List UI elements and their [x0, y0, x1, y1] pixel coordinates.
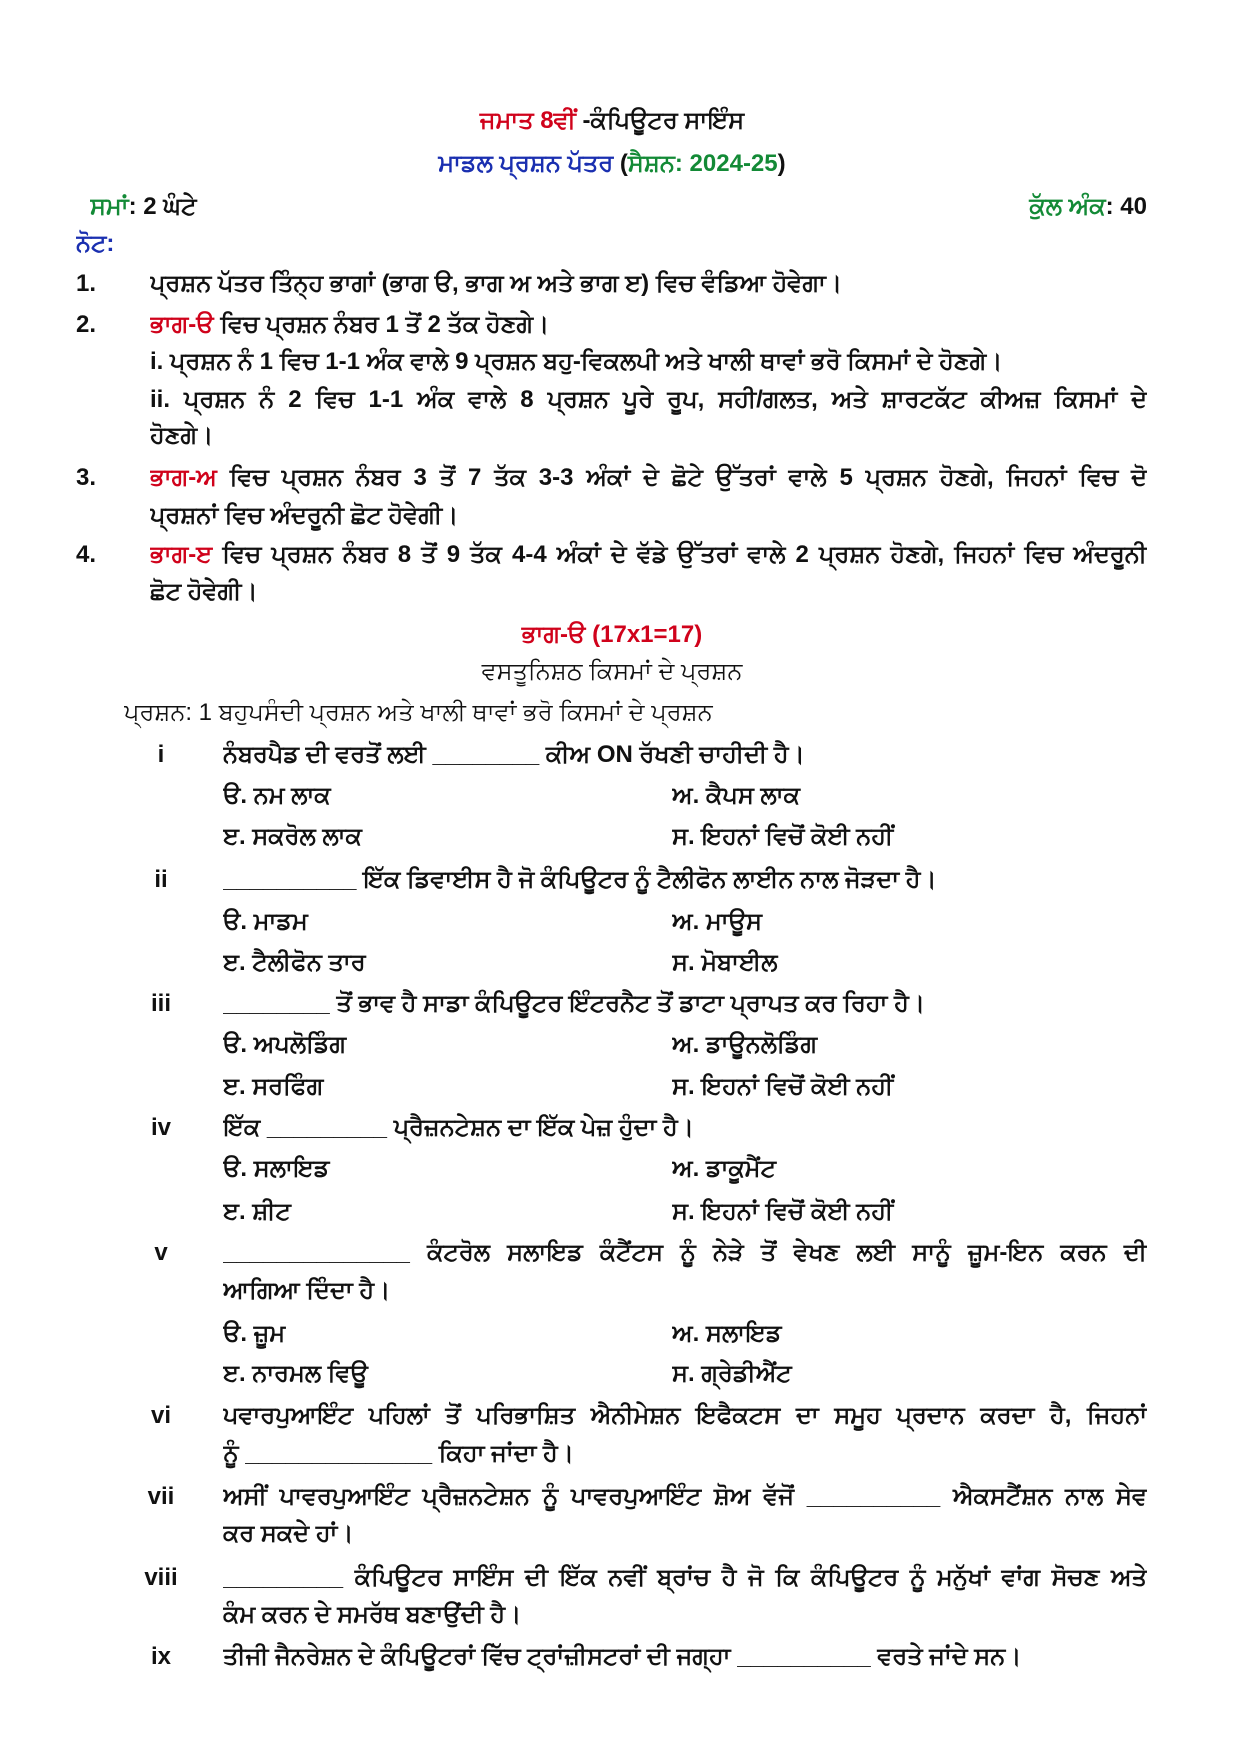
option-a: ੳ. ਅਪਲੋਡਿੰਗ [223, 1031, 347, 1058]
note-subitem: i. ਪ੍ਰਸ਼ਨ ਨੰ 1 ਵਿਚ 1-1 ਅੰਕ ਵਾਲੇ 9 ਪ੍ਰਸ਼ਨ ਬਹੁ-ਵਿਕਲਪੀ ਅਤੇ ਖਾਲੀ ਥਾਵਾਂ ਭਰੋ ਕਿਸਮਾਂ ਦੇ ਹੋਣਗੇ। [150, 348, 1003, 375]
option-d: ਸ. ਮੋਬਾਈਲ [672, 949, 778, 976]
section-tag: ਭਾਗ-ੲ [150, 541, 213, 568]
note-subitem-continued: ਹੋਣਗੇ। [150, 422, 214, 449]
question-text: ________ ਤੋਂ ਭਾਵ ਹੈ ਸਾਡਾ ਕੰਪਿਊਟਰ ਇੰਟਰਨੈਟ ਤੋਂ ਡਾਟਾ ਪ੍ਰਾਪਤ ਕਰ ਰਿਹਾ ਹੈ। [223, 990, 926, 1017]
option-d: ਸ. ਇਹਨਾਂ ਵਿਚੋਂ ਕੋਈ ਨਹੀਂ [672, 1198, 894, 1225]
question-text: ਨੰਬਰਪੈਡ ਦੀ ਵਰਤੋਂ ਲਈ ________ ਕੀਅ ON ਰੱਖਣੀ ਚਾਹੀਦੀ ਹੈ। [223, 741, 805, 768]
option-b: ਅ. ਸਲਾਇਡ [672, 1320, 782, 1347]
question-text: __________ ਇੱਕ ਡਿਵਾਈਸ ਹੈ ਜੋ ਕੰਪਿਊਟਰ ਨੂੰ ਟੈਲੀਫੋਨ ਲਾਈਨ ਨਾਲ ਜੋੜਦਾ ਹੈ। [223, 866, 937, 893]
option-a: ੳ. ਮਾਡਮ [223, 908, 308, 935]
option-b: ਅ. ਡਾਊਨਲੋਡਿੰਗ [672, 1031, 818, 1058]
question-text-continued: ਆਗਿਆ ਦਿੰਦਾ ਹੈ। [223, 1277, 391, 1304]
note-text [150, 306, 1147, 344]
question-number: vi [150, 1402, 171, 1429]
question-text: ਪਵਾਰਪੁਆਇੰਟ ਪਹਿਲਾਂ ਤੋਂ ਪਰਿਭਾਸ਼ਿਤ ਐਨੀਮੇਸ਼ਨ ਇਫੈਕਟਸ ਦਾ ਸਮੂਹ ਪ੍ਰਦਾਨ ਕਰਦਾ ਹੈ, ਜਿਹਨਾਂ [223, 1402, 1147, 1429]
time-label: ਸਮਾਂ [90, 193, 129, 220]
option-a: ੳ. ਜ਼ੂਮ [223, 1320, 286, 1347]
session-label: ਸੈਸ਼ਨ: 2024-25 [627, 150, 778, 177]
note-text-continued: ਪ੍ਰਸ਼ਨਾਂ ਵਿਚ ਅੰਦਰੂਨੀ ਛੋਟ ਹੋਵੇਗੀ। [150, 502, 459, 529]
option-c: ੲ. ਨਾਰਮਲ ਵਿਊ [223, 1360, 368, 1387]
note-text [150, 536, 1147, 574]
question-text-continued: ਨੂੰ ______________ ਕਿਹਾ ਜਾਂਦਾ ਹੈ। [223, 1440, 574, 1467]
paren-close: ) [777, 150, 786, 177]
paper-title: ਮਾਡਲ ਪ੍ਰਸ਼ਨ ਪੱਤਰ [438, 150, 614, 177]
option-c: ੲ. ਸ਼ੀਟ [223, 1198, 291, 1225]
note-text-body: ਵਿਚ ਪ੍ਰਸ਼ਨ ਨੰਬਰ 1 ਤੋਂ 2 ਤੱਕ ਹੋਣਗੇ। [213, 311, 550, 338]
option-d: ਸ. ਇਹਨਾਂ ਵਿਚੋਂ ਕੋਈ ਨਹੀਂ [672, 823, 894, 850]
option-b: ਅ. ਕੈਪਸ ਲਾਕ [672, 782, 800, 809]
question-text: ਤੀਜੀ ਜੈਨਰੇਸ਼ਨ ਦੇ ਕੰਪਿਊਟਰਾਂ ਵਿੱਚ ਟ੍ਰਾਂਜ਼ੀਸਟਰਾਂ ਦੀ ਜਗ੍ਹਾ __________ ਵਰਤੇ ਜਾਂਦੇ ਸਨ। [223, 1643, 1022, 1670]
note-text-body: ਵਿਚ ਪ੍ਰਸ਼ਨ ਨੰਬਰ 8 ਤੋਂ 9 ਤੱਕ 4-4 ਅੰਕਾਂ ਦੇ ਵੱਡੇ ਉੱਤਰਾਂ ਵਾਲੇ 2 ਪ੍ਰਸ਼ਨ ਹੋਣਗੇ, ਜਿਹਨਾਂ ਵਿਚ ਅੰਦਰੂਨੀ [212, 541, 1147, 568]
question-heading: ਪ੍ਰਸ਼ਨ: 1 ਬਹੁਪਸੰਦੀ ਪ੍ਰਸ਼ਨ ਅਤੇ ਖਾਲੀ ਥਾਵਾਂ ਭਰੋ ਕਿਸਮਾਂ ਦੇ ਪ੍ਰਸ਼ਨ [124, 699, 713, 726]
note-text-body: ਵਿਚ ਪ੍ਰਸ਼ਨ ਨੰਬਰ 3 ਤੋਂ 7 ਤੱਕ 3-3 ਅੰਕਾਂ ਦੇ ਛੋਟੇ ਉੱਤਰਾਂ ਵਾਲੇ 5 ਪ੍ਰਸ਼ਨ ਹੋਣਗੇ, ਜਿਹਨਾਂ ਵਿਚ ਦੋ [216, 464, 1147, 491]
question-number: v [154, 1239, 168, 1266]
option-c: ੲ. ਸਰਫਿੰਗ [223, 1073, 324, 1100]
option-d: ਸ. ਇਹਨਾਂ ਵਿਚੋਂ ਕੋਈ ਨਹੀਂ [672, 1073, 894, 1100]
question-number: vii [147, 1483, 175, 1510]
time-allowed [90, 188, 197, 226]
note-text [150, 459, 1147, 497]
marks-label: ਕੁੱਲ ਅੰਕ [1029, 193, 1106, 220]
note-text-continued: ਛੋਟ ਹੋਵੇਗੀ। [150, 578, 258, 605]
question-number: iv [150, 1114, 171, 1141]
note-subitem: ii. ਪ੍ਰਸ਼ਨ ਨੰ 2 ਵਿਚ 1-1 ਅੰਕ ਵਾਲੇ 8 ਪ੍ਰਸ਼ਨ ਪੂਰੇ ਰੂਪ, ਸਹੀ/ਗਲਤ, ਅਤੇ ਸ਼ਾਰਟਕੱਟ ਕੀਅਜ਼ ਕਿਸਮਾਂ ਦੇ [150, 386, 1147, 413]
option-c: ੲ. ਸਕਰੋਲ ਲਾਕ [223, 823, 362, 850]
time-marks-line [90, 188, 1147, 226]
subject-name: -ਕੰਪਿਊਟਰ ਸਾਇੰਸ [575, 107, 745, 134]
question-text-continued: ਕੰਮ ਕਰਨ ਦੇ ਸਮਰੱਥ ਬਣਾਉਂਦੀ ਹੈ। [223, 1601, 522, 1628]
section-tag: ਭਾਗ-ਅ [150, 464, 217, 491]
question-number: ii [154, 866, 168, 893]
question-text: ਅਸੀਂ ਪਾਵਰਪੁਆਇੰਟ ਪ੍ਰੈਜ਼ਨਟੇਸ਼ਨ ਨੂੰ ਪਾਵਰਪੁਆਇੰਟ ਸ਼ੋਅ ਵੱਜੋਂ __________ ਐਕਸਟੈਂਸ਼ਨ ਨਾਲ ਸੇਵ [223, 1483, 1147, 1510]
section-title: ਭਾਗ-ੳ (17x1=17) [521, 621, 703, 648]
question-text: _________ ਕੰਪਿਊਟਰ ਸਾਇੰਸ ਦੀ ਇੱਕ ਨਵੀਂ ਬ੍ਰਾਂਚ ਹੈ ਜੋ ਕਿ ਕੰਪਿਊਟਰ ਨੂੰ ਮਨੁੱਖਾਂ ਵਾਂਗ ਸੋਚਣ ਅਤੇ [223, 1564, 1147, 1591]
option-b: ਅ. ਮਾਊਸ [672, 908, 762, 935]
note-number: 1. [76, 270, 97, 297]
option-d: ਸ. ਗ੍ਰੇਡੀਐਂਟ [672, 1360, 792, 1387]
section-subtitle: ਵਸਤੂਨਿਸ਼ਠ ਕਿਸਮਾਂ ਦੇ ਪ੍ਰਸ਼ਨ [481, 658, 743, 685]
paren-open: ( [613, 150, 628, 177]
option-a: ੳ. ਨਮ ਲਾਕ [223, 782, 331, 809]
title-line [76, 102, 1148, 140]
marks-value: : 40 [1105, 193, 1147, 220]
question-text-continued: ਕਰ ਸਕਦੇ ਹਾਂ। [223, 1520, 354, 1547]
option-b: ਅ. ਡਾਕੂਮੈਂਟ [672, 1155, 776, 1182]
option-a: ੳ. ਸਲਾਇਡ [223, 1155, 330, 1182]
question-number: i [157, 741, 165, 768]
question-text: ______________ ਕੰਟਰੋਲ ਸਲਾਇਡ ਕੰਟੈਂਟਸ ਨੂੰ ਨੇੜੇ ਤੋਂ ਵੇਖਣ ਲਈ ਸਾਨੂੰ ਜ਼ੂਮ-ਇਨ ਕਰਨ ਦੀ [223, 1239, 1147, 1266]
question-text: ਇੱਕ _________ ਪ੍ਰੈਜ਼ਨਟੇਸ਼ਨ ਦਾ ਇੱਕ ਪੇਜ਼ ਹੁੰਦਾ ਹੈ। [223, 1114, 694, 1141]
question-number: iii [150, 990, 171, 1017]
note-text: ਪ੍ਰਸ਼ਨ ਪੱਤਰ ਤਿੰਨ੍ਹ ਭਾਗਾਂ (ਭਾਗ ੳ, ਭਾਗ ਅ ਅਤੇ ਭਾਗ ੲ) ਵਿਚ ਵੰਡਿਆ ਹੋਵੇਗਾ। [150, 270, 843, 297]
question-number: viii [144, 1564, 178, 1591]
note-number: 2. [76, 311, 97, 338]
time-value: : 2 ਘੰਟੇ [128, 193, 197, 220]
note-number: 3. [76, 464, 97, 491]
notes-heading: ਨੋਟ: [76, 230, 115, 257]
class-label: ਜਮਾਤ 8ਵੀਂ [479, 107, 576, 134]
note-number: 4. [76, 541, 97, 568]
option-c: ੲ. ਟੈਲੀਫੋਨ ਤਾਰ [223, 949, 366, 976]
section-tag: ਭਾਗ-ੳ [150, 311, 214, 338]
paper-title-line [76, 145, 1148, 183]
total-marks [1029, 188, 1147, 226]
question-number: ix [150, 1643, 171, 1670]
